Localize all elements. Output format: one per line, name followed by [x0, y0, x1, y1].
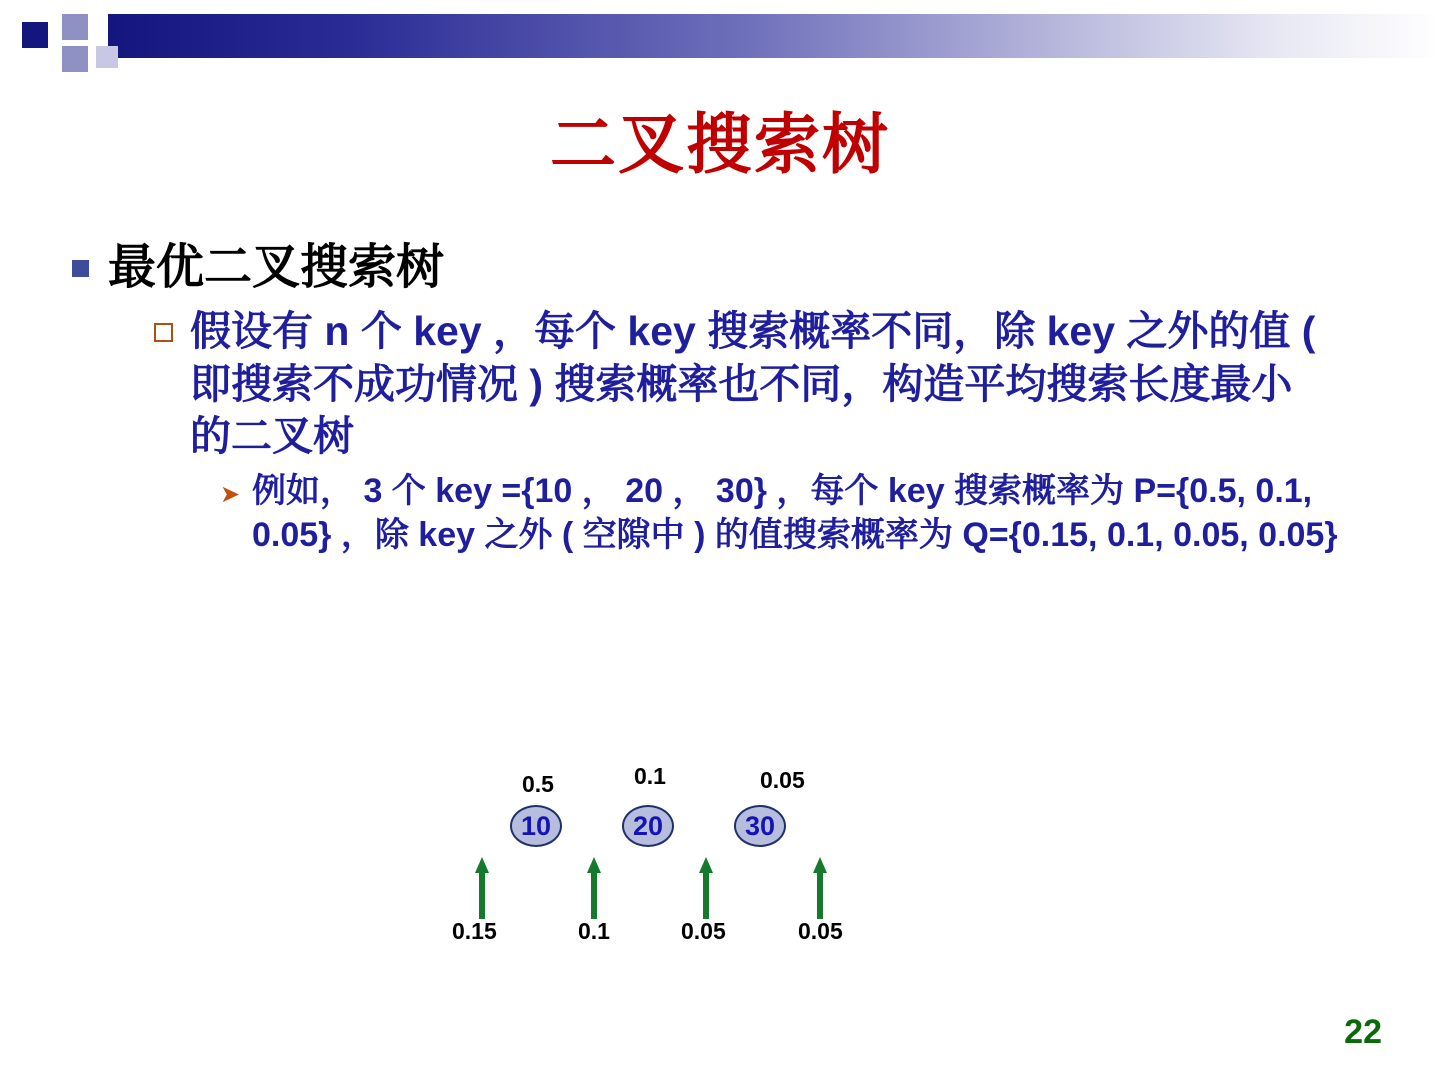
gap-probability-label-4: 0.05	[798, 918, 843, 944]
header-square-dark	[22, 22, 48, 48]
header-decoration	[0, 0, 1440, 90]
bullet-level1	[72, 240, 1392, 295]
slide-body	[72, 240, 1392, 557]
gap-arrow-icon-2	[586, 857, 602, 919]
bullet-level2-label: 假设有 n 个 key ，每个 key 搜索概率不同，除 key 之外的值 ( 即搜索不成功情况 ) 搜索概率也不同，构造平均搜索长度最小的二叉树	[190, 308, 1316, 460]
square-bullet-icon	[72, 240, 108, 277]
gap-probability-label-1: 0.15	[452, 918, 497, 944]
bullet-level1-label: 最优二叉搜索树	[108, 241, 445, 294]
gap-arrow-icon-4	[812, 857, 828, 919]
gap-probability-label-2: 0.1	[578, 918, 610, 944]
header-gradient-bar	[108, 14, 1440, 58]
header-square-light	[96, 46, 118, 68]
header-square-mid-top	[62, 14, 88, 40]
gap-probability-label-3: 0.05	[681, 918, 726, 944]
optimal-bst-diagram	[430, 755, 890, 955]
hollow-square-bullet-icon	[154, 305, 190, 342]
gap-arrow-icon-1	[474, 857, 490, 919]
header-square-mid-bottom	[62, 46, 88, 72]
bullet-level3-label: 例如， 3 个 key ={10 ， 20 ， 30} ，每个 key 搜索概率为 P={0.5, 0.1, 0.05} ，除 key 之外 ( 空隙中 ) 的值搜索概率为 Q={0.15, 0.1, 0.05, 0.05}	[252, 471, 1338, 554]
key-node-30: 30	[734, 805, 786, 847]
page-number: 22	[1344, 1013, 1382, 1051]
key-probability-label-3: 0.05	[760, 767, 805, 793]
key-probability-label-2: 0.1	[634, 763, 666, 789]
gap-arrow-icon-3	[698, 857, 714, 919]
key-node-20: 20	[622, 805, 674, 847]
arrow-bullet-icon: ➤	[220, 480, 241, 508]
key-probability-label-1: 0.5	[522, 771, 554, 797]
page-title: 二叉搜索树	[550, 107, 890, 181]
key-node-10: 10	[510, 805, 562, 847]
bullet-level2	[154, 305, 1392, 462]
bullet-level3	[220, 469, 1392, 557]
